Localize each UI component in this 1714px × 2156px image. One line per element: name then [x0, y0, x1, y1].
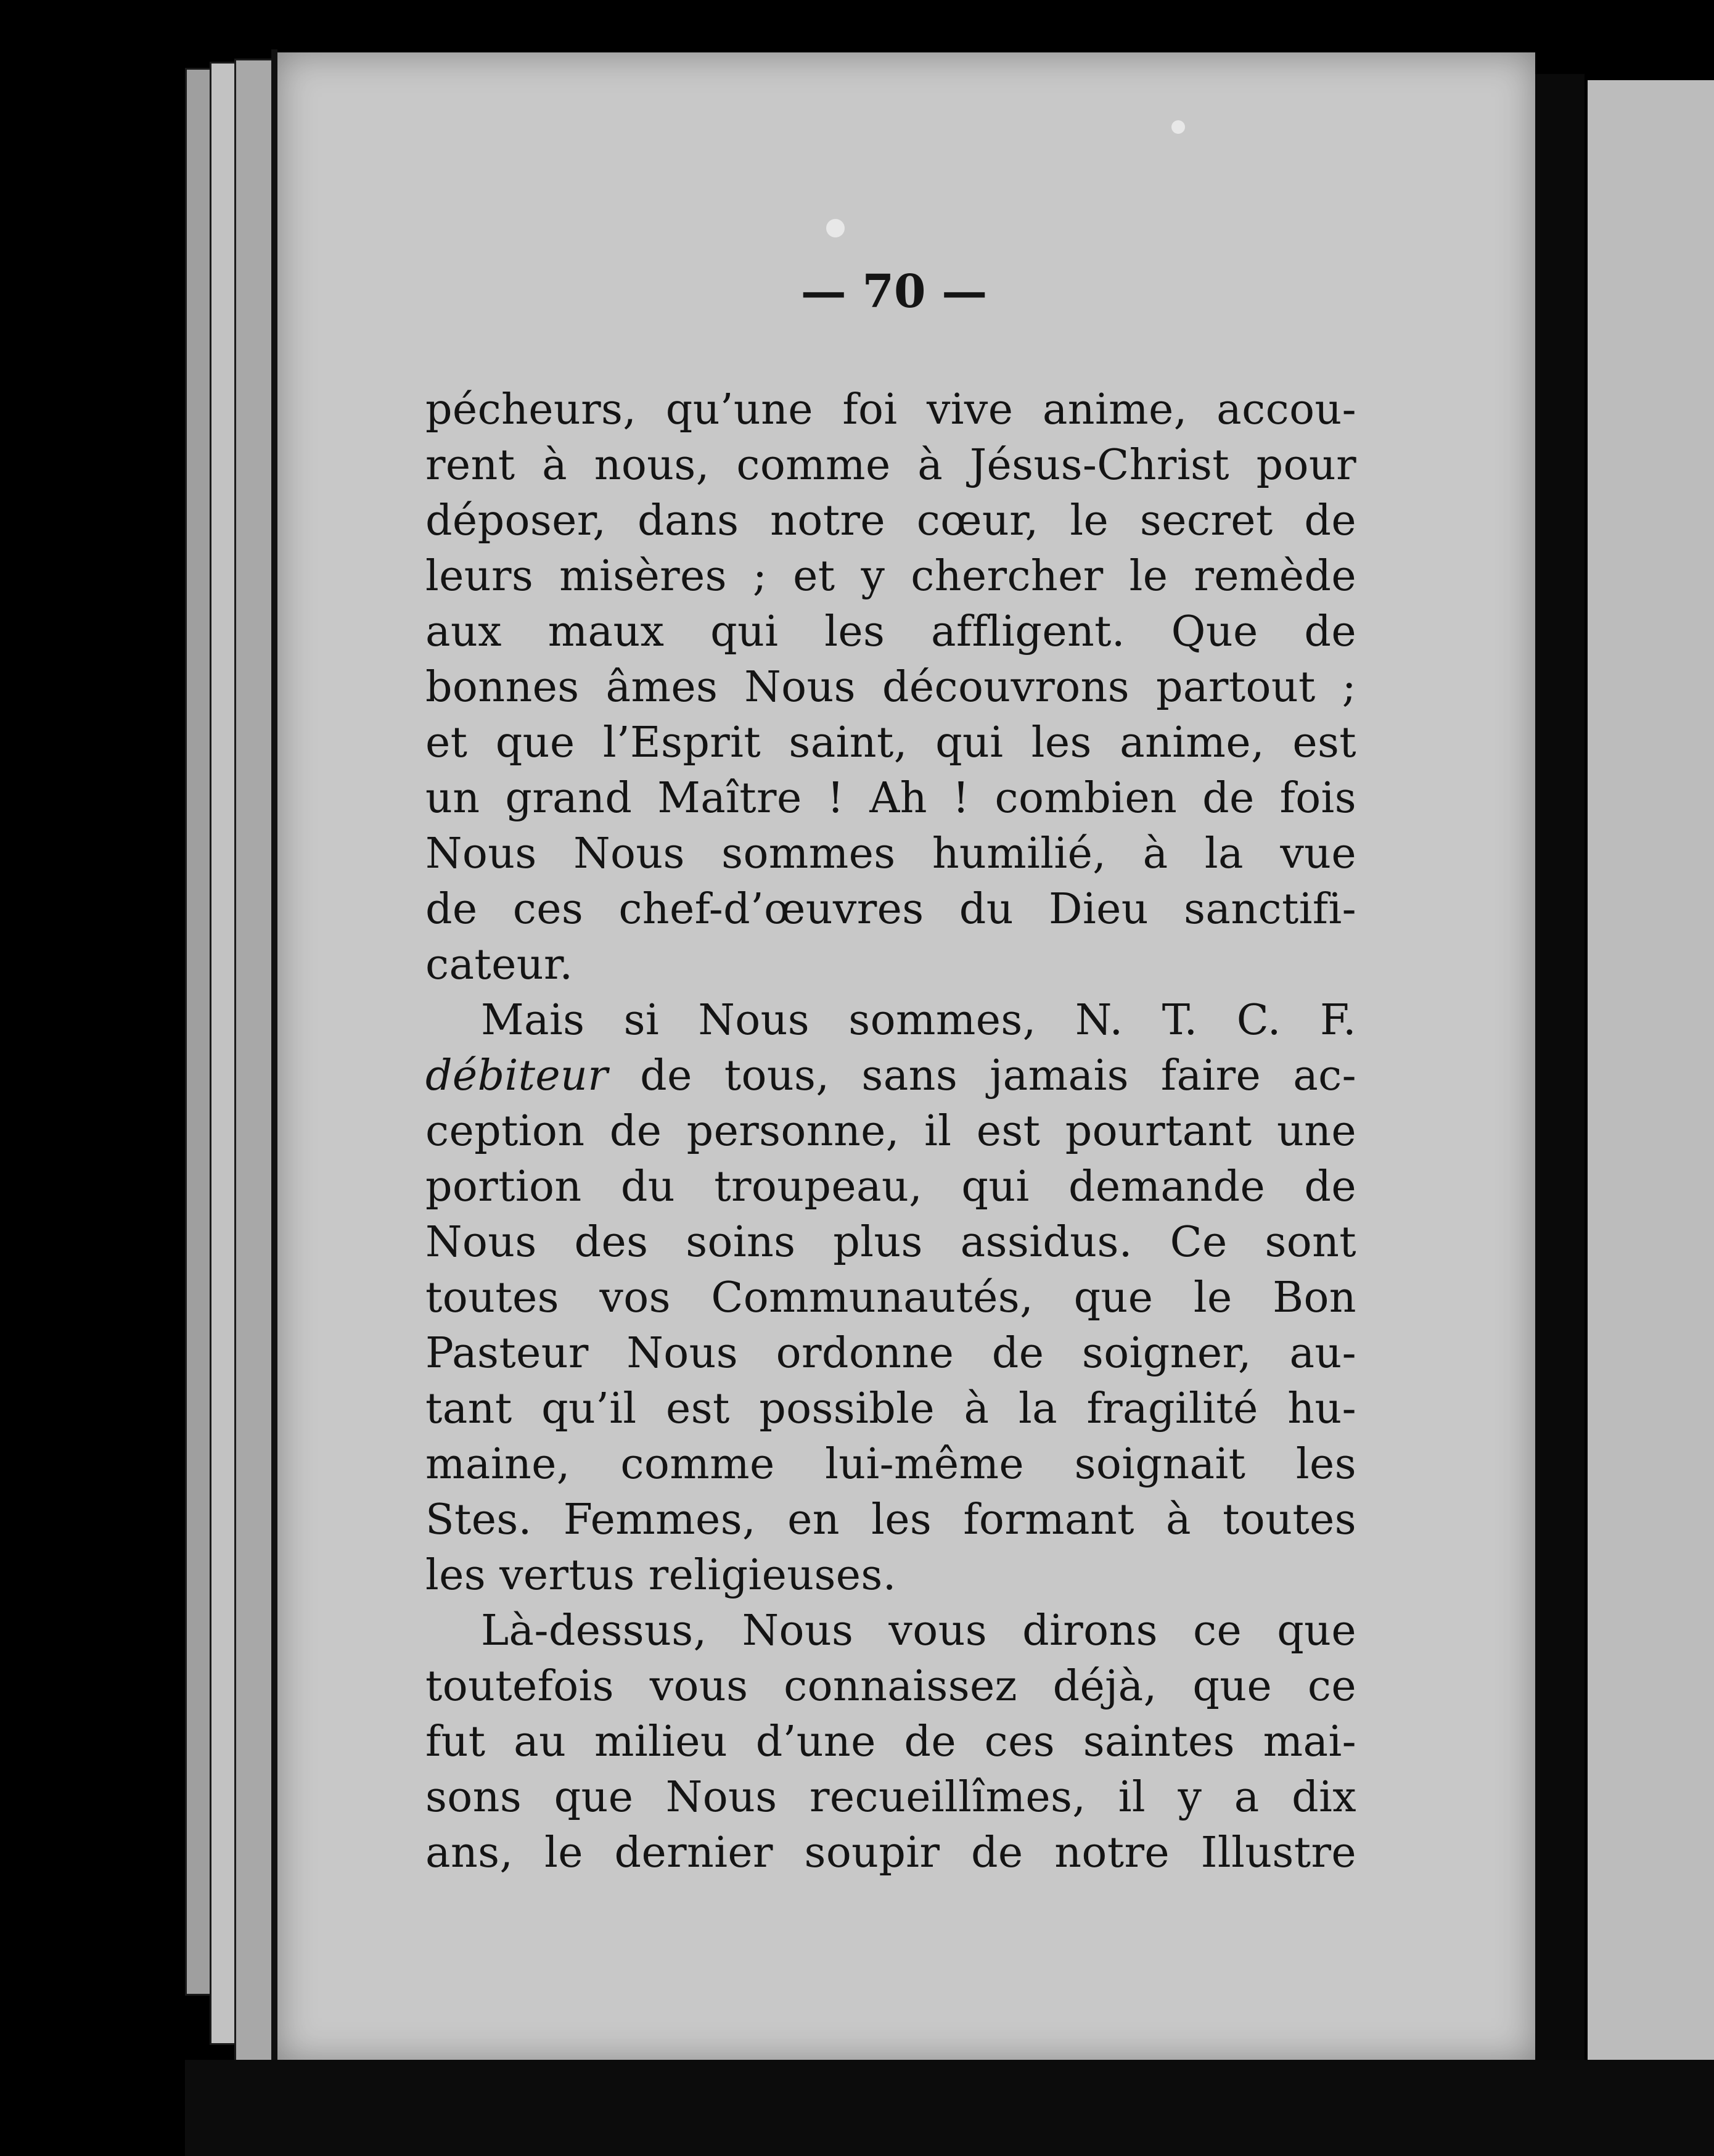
- text-line: ans, le dernier soupir de notre Illustre: [425, 1829, 1356, 1877]
- text-line: Pasteur Nous ordonne de soigner, au-: [425, 1329, 1356, 1378]
- text-line: Stes. Femmes, en les formant à toutes: [425, 1496, 1356, 1544]
- text-line: Nous Nous sommes humilié, à la vue: [425, 829, 1356, 878]
- text-line: les vertus religieuses.: [425, 1551, 896, 1600]
- text-line: sons que Nous recueillîmes, il y a dix: [425, 1773, 1356, 1822]
- body-text: [425, 382, 1356, 1881]
- text-line: Mais si Nous sommes, N. T. C. F.: [481, 996, 1356, 1045]
- paper-speck: [1171, 120, 1185, 134]
- text-line: Là-dessus, Nous vous dirons ce que: [481, 1607, 1356, 1655]
- text-line: cateur.: [425, 940, 573, 989]
- text-line: un grand Maître ! Ah ! combien de fois: [425, 774, 1356, 823]
- text-line: fut au milieu d’une de ces saintes mai-: [425, 1718, 1356, 1766]
- text-line: toutefois vous connaissez déjà, que ce: [425, 1662, 1356, 1711]
- facing-page: [1588, 80, 1714, 2084]
- text-line: aux maux qui les affligent. Que de: [425, 607, 1356, 656]
- text-line: de ces chef-d’œuvres du Dieu sanctifi-: [425, 885, 1356, 934]
- text-line: Nous des soins plus assidus. Ce sont: [425, 1218, 1356, 1267]
- text-line: déposer, dans notre cœur, le secret de: [425, 496, 1356, 545]
- text-line: bonnes âmes Nous découvrons partout ;: [425, 663, 1356, 712]
- text-line: maine, comme lui-même soignait les: [425, 1440, 1356, 1489]
- text-line: et que l’Esprit saint, qui les animе, est: [425, 718, 1356, 767]
- text-line: rent à nous, comme à Jésus-Christ pour: [425, 441, 1356, 490]
- text-line: leurs misères ; et y chercher le remède: [425, 552, 1356, 601]
- text-line: toutes vos Communautés, que le Bon: [425, 1273, 1356, 1322]
- italic-word: débiteur: [425, 1051, 609, 1100]
- scan-margin: [185, 2060, 1714, 2156]
- text-line-rest: de tous, sans jamais faire ac-: [608, 1051, 1356, 1100]
- paper-speck: [826, 219, 845, 237]
- text-line: portion du troupeau, qui demande de: [425, 1162, 1356, 1211]
- text-line: [425, 1048, 1356, 1104]
- page-number: — 70 —: [800, 265, 988, 318]
- text-line: tant qu’il est possible à la fragilité hu-: [425, 1385, 1356, 1433]
- page-border: [271, 49, 277, 2060]
- text-line: ception de personne, il est pourtant une: [425, 1107, 1356, 1156]
- book-gutter: [1535, 74, 1585, 2084]
- text-line: pécheurs, qu’une foi vive anime, accou-: [425, 385, 1356, 434]
